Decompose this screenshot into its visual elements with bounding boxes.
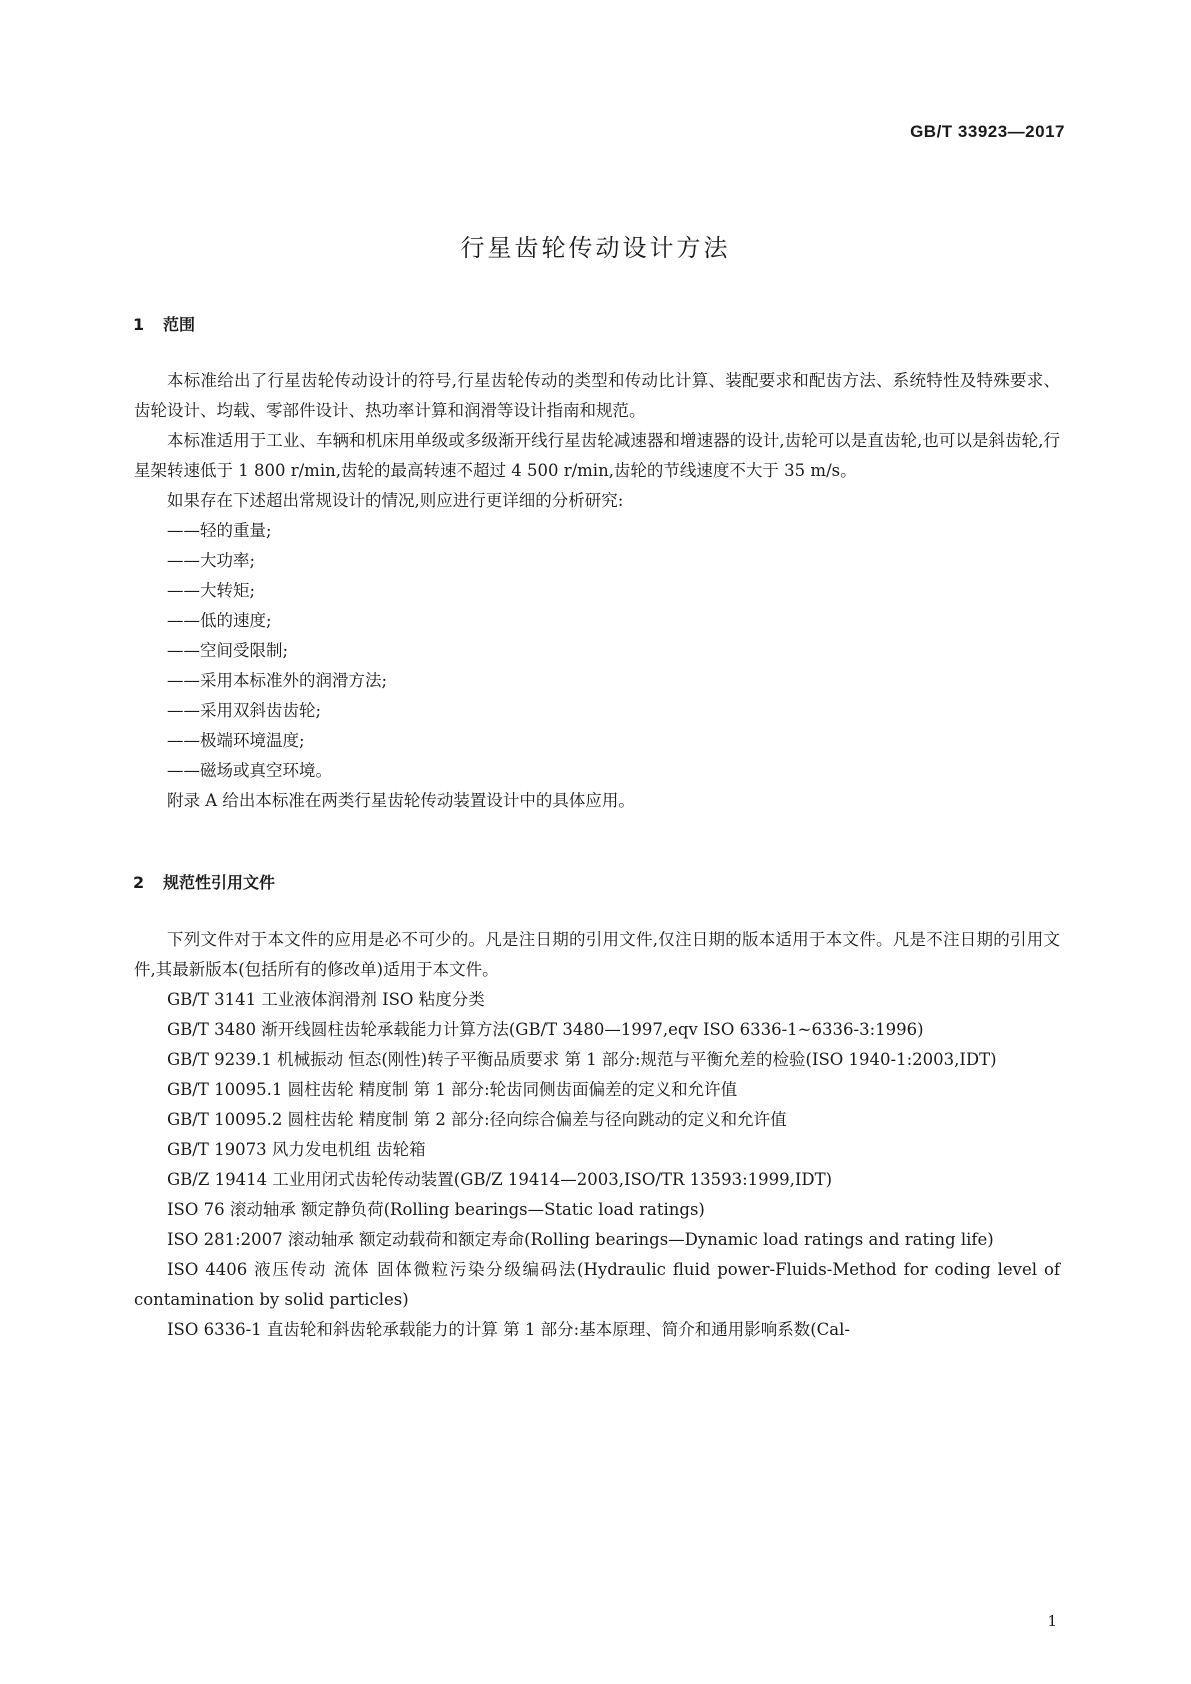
reference-item: GB/T 3480 渐开线圆柱齿轮承载能力计算方法(GB/T 3480—1997,eqv ISO 6336-1~6336-3:1996) [167, 1020, 924, 1039]
reference-item: GB/T 10095.1 圆柱齿轮 精度制 第 1 部分:轮齿同侧齿面偏差的定义和允许值 [167, 1080, 738, 1099]
scope-paragraph-2: 本标准适用于工业、车辆和机床用单级或多级渐开线行星齿轮减速器和增速器的设计,齿轮可以是直齿轮,也可以是斜齿轮,行星架转速低于 1 800 r/min,齿轮的最高转速不超过 4 500 r/min,齿轮的节线速度不大于 35 m/s。 [134, 431, 1060, 480]
references-intro: 下列文件对于本文件的应用是必不可少的。凡是注日期的引用文件,仅注日期的版本适用于本文件。凡是不注日期的引用文件,其最新版本(包括所有的修改单)适用于本文件。 [134, 930, 1060, 979]
reference-item: GB/Z 19414 工业用闭式齿轮传动装置(GB/Z 19414—2003,ISO/TR 13593:1999,IDT) [167, 1170, 833, 1189]
section-2-title: 规范性引用文件 [163, 873, 276, 892]
list-item: ——极端环境温度; [167, 731, 305, 750]
scope-paragraph-3: 如果存在下述超出常规设计的情况,则应进行更详细的分析研究: [167, 491, 624, 510]
list-item: ——空间受限制; [167, 641, 289, 660]
list-item: ——磁场或真空环境。 [167, 761, 332, 780]
document-title: 行星齿轮传动设计方法 [460, 234, 731, 262]
section-2-heading [133, 870, 275, 893]
standard-code: GB/T 33923—2017 [910, 122, 1065, 141]
reference-item: GB/T 19073 风力发电机组 齿轮箱 [167, 1140, 426, 1159]
reference-item: GB/T 9239.1 机械振动 恒态(刚性)转子平衡品质要求 第 1 部分:规范与平衡允差的检验(ISO 1940-1:2003,IDT) [167, 1050, 997, 1069]
page-number: 1 [1047, 1612, 1057, 1630]
scope-paragraph-4: 附录 A 给出本标准在两类行星齿轮传动装置设计中的具体应用。 [167, 791, 635, 810]
section-2-number: 2 [133, 873, 145, 892]
list-item: ——采用本标准外的润滑方法; [167, 671, 388, 690]
reference-item: ISO 6336-1 直齿轮和斜齿轮承载能力的计算 第 1 部分:基本原理、简介和通用影响系数(Cal- [167, 1320, 850, 1339]
list-item: ——轻的重量; [167, 521, 272, 540]
list-item: ——低的速度; [167, 611, 272, 630]
list-item: ——大转矩; [167, 581, 256, 600]
reference-item: ISO 76 滚动轴承 额定静负荷(Rolling bearings—Static load ratings) [167, 1200, 705, 1219]
reference-item: ISO 4406 液压传动 流体 固体微粒污染分级编码法(Hydraulic fluid power-Fluids-Method for coding level of contamination by solid particles) [134, 1260, 1060, 1309]
reference-item: GB/T 3141 工业液体润滑剂 ISO 粘度分类 [167, 990, 485, 1009]
scope-paragraph-1: 本标准给出了行星齿轮传动设计的符号,行星齿轮传动的类型和传动比计算、装配要求和配齿方法、系统特性及特殊要求、齿轮设计、均载、零部件设计、热功率计算和润滑等设计指南和规范。 [134, 371, 1060, 420]
section-1-body [134, 366, 1060, 816]
section-2-body [134, 925, 1060, 1345]
list-item: ——采用双斜齿齿轮; [167, 701, 322, 720]
section-1-number: 1 [133, 315, 145, 334]
list-item: ——大功率; [167, 551, 256, 570]
section-1-heading [133, 312, 195, 335]
section-1-title: 范围 [163, 315, 196, 334]
reference-item: GB/T 10095.2 圆柱齿轮 精度制 第 2 部分:径向综合偏差与径向跳动的定义和允许值 [167, 1110, 787, 1129]
reference-item: ISO 281:2007 滚动轴承 额定动载荷和额定寿命(Rolling bearings—Dynamic load ratings and rating life) [167, 1230, 994, 1249]
